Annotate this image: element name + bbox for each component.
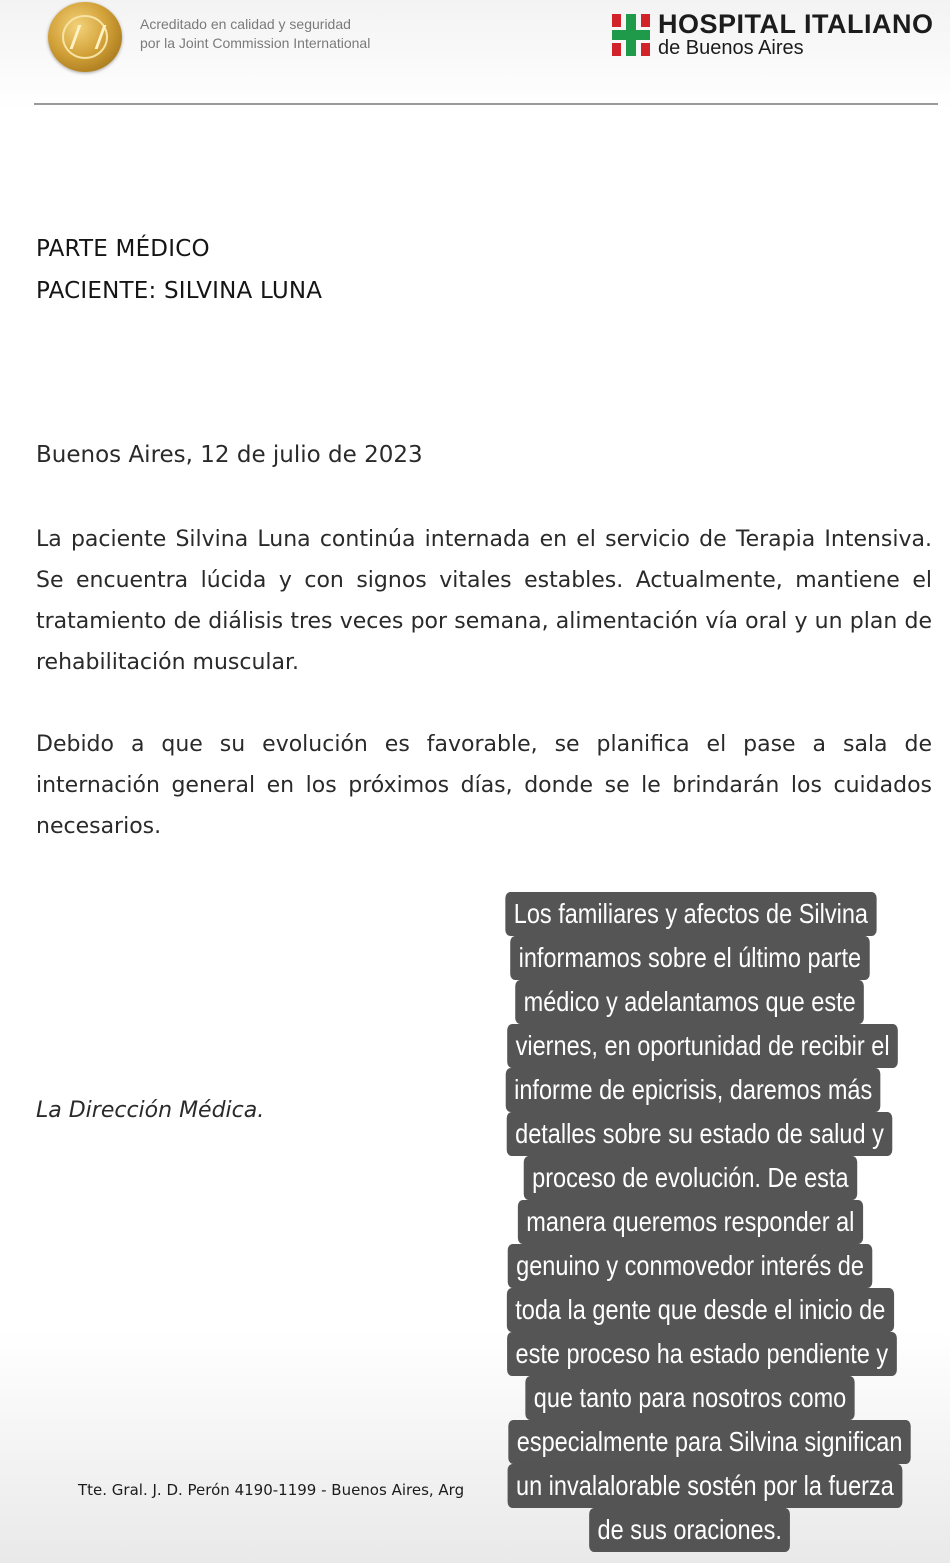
hospital-subtitle: de Buenos Aires [658, 37, 804, 59]
caption-line: médico y adelantamos que este [516, 980, 865, 1024]
accreditation-text [140, 15, 370, 53]
signature: La Dirección Médica. [36, 1098, 265, 1123]
caption-line: proceso de evolución. De esta [523, 1156, 856, 1200]
caption-line: toda la gente que desde el inicio de [507, 1288, 894, 1332]
document-date: Buenos Aires, 12 de julio de 2023 [36, 442, 423, 468]
paragraph-status: La paciente Silvina Luna continúa internada en el servicio de Terapia Intensiva. Se encuentra lúcida y con signos vitales estables. Actualmente, mantiene el tratamiento de diálisis tres veces por semana, alimentación vía oral y un plan de rehabilitación muscular. [36, 527, 932, 675]
caption-line: este proceso ha estado pendiente y [507, 1332, 896, 1376]
caption-line: manera queremos responder al [518, 1200, 863, 1244]
accreditation-line-1: Acreditado en calidad y seguridad [140, 16, 351, 32]
hospital-cross-logo-icon [612, 14, 650, 56]
caption-line: de sus oraciones. [589, 1508, 790, 1552]
footer-address: Tte. Gral. J. D. Perón 4190-1199 - Buenos Aires, Arg [78, 1481, 465, 1499]
caption-line: Los familiares y afectos de Silvina [505, 892, 876, 936]
joint-commission-seal-icon [48, 2, 122, 72]
accreditation-line-2: por la Joint Commission International [140, 35, 371, 51]
caption-line: genuino y conmovedor interés de [508, 1244, 873, 1288]
patient-name: PACIENTE: SILVINA LUNA [36, 278, 323, 304]
caption-line: un invalalorable sostén por la fuerza [508, 1464, 903, 1508]
caption-line: especialmente para Silvina significan [508, 1420, 910, 1464]
caption-line: detalles sobre su estado de salud y [507, 1112, 893, 1156]
paragraph-evolution: Debido a que su evolución es favorable, se planifica el pase a sala de internación general en los próximos días, donde se le brindarán los cuidados necesarios. [36, 732, 932, 839]
hospital-name: HOSPITAL ITALIANO [658, 9, 934, 39]
header-divider [34, 103, 938, 105]
caption-line: informamos sobre el último parte [510, 936, 869, 980]
document-title: PARTE MÉDICO [36, 236, 210, 262]
caption-line: que tanto para nosotros como [525, 1376, 854, 1420]
caption-line: viernes, en oportunidad de recibir el [507, 1024, 898, 1068]
caption-line: informe de epicrisis, daremos más [506, 1068, 881, 1112]
story-caption-overlay [470, 892, 910, 1552]
